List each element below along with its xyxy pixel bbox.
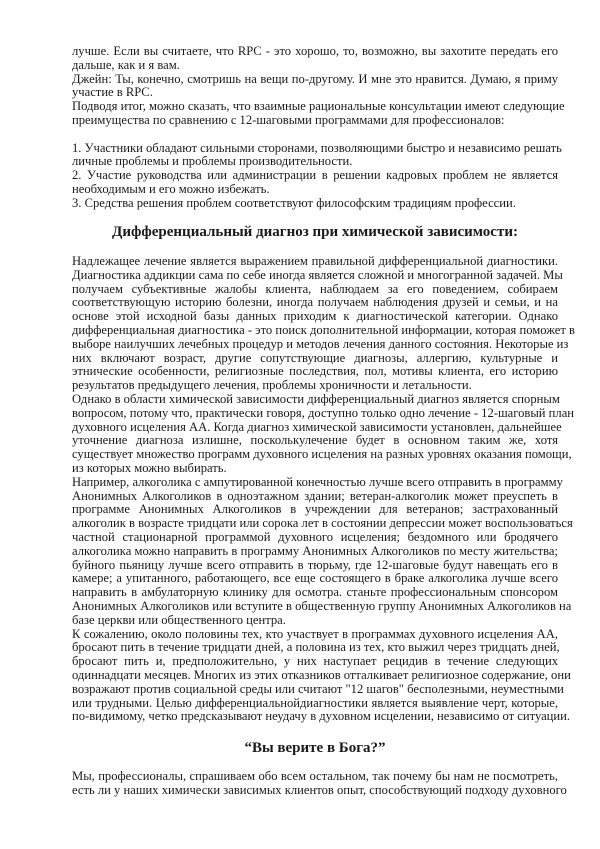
text-line: есть ли у наших химически зависимых клиентов опыт, способствующий подходу духовного: [72, 782, 567, 797]
text-line: лучше. Если вы считаете, что RPC - это хорошо, то, возможно, вы захотите передать его: [72, 44, 558, 58]
text-line: них включают возраст, другие сопутствующие диагнозы, аллергию, культурные и: [72, 350, 558, 365]
text-line: Анонимных Алкоголиков или вступите в общественную группу Анонимных Алкоголиков на: [72, 598, 572, 613]
paragraph: [72, 99, 565, 128]
paragraph: [72, 626, 571, 725]
text-line: Анонимных Алкоголиков в одноэтажном здании; ветеран-алкоголик может преуспеть в: [72, 488, 558, 503]
text-line: направить в амбулаторную клинику для осмотра. станьте профессиональным спонсором: [72, 585, 558, 600]
text-line: дифференциальная диагностика - это поиск дополнительной информации, которая поможет в: [72, 322, 575, 337]
paragraph: [72, 169, 558, 197]
text-line: бросают пить и, предположительно, у них наступает рецидив в течение следующих: [72, 654, 558, 669]
intro-text-block: [72, 44, 565, 211]
text-line: К сожалению, около половины тех, кто участвует в программах духовного исцеления АА,: [72, 626, 558, 641]
text-line: основе этой исходной базы данных приходим к диагностической категории. Однако: [72, 309, 558, 324]
text-line: программе Анонимных Алкоголиков в учреждении для ветеранов; застрахованный: [72, 502, 558, 517]
text-line: одиннадцати месяцев. Многих из этих отказников отталкивает религиозное содержание, они: [72, 667, 571, 682]
text-line: из которых можно выбирать.: [72, 460, 227, 475]
text-line: соответствующую историю болезни, иногда получаем наблюдения друзей и семьи, и на: [72, 295, 558, 310]
text-line: базе церкви или общественного центра.: [72, 612, 286, 627]
paragraph: [72, 254, 575, 393]
text-line: бросают пить в течение тридцати дней, а половина из тех, кто выжил через тридцать дней,: [72, 640, 560, 655]
text-line: этнические особенности, религиозные последствия, пол, мотивы клиента, его историю: [72, 364, 558, 379]
paragraph: [72, 391, 575, 476]
text-line: преимущества по сравнению с 12-шаговыми программами для профессионалов:: [72, 112, 505, 127]
text-line: или трудными. Целью дифференциальнойдиагностики является выявление черт, которые,: [72, 695, 558, 710]
text-line: Например, алкоголика с ампутированной конечностью лучше всего отправить в программу: [72, 474, 563, 489]
text-line: получаем субъективные жалобы клиента, наблюдаем за его поведением, собираем: [72, 281, 558, 296]
text-line: частной стационарной программой духовного исцеления; бездомного или бродячего: [72, 529, 558, 544]
differential-diagnosis-text-block: [72, 254, 575, 724]
text-line: 3. Средства решения проблем соответствуют философским традициям профессии.: [72, 195, 516, 210]
text-line: возражают против социальной среды или считают "12 шагов" бесполезными, неуместными: [72, 681, 564, 696]
paragraph: [72, 73, 558, 101]
text-line: Однако в области химической зависимости дифференциальный диагноз является спорным: [72, 391, 560, 406]
text-line: Мы, профессионалы, спрашиваем обо всем остальном, так почему бы нам не посмотреть,: [72, 769, 558, 783]
text-line: участие в RPC.: [72, 85, 153, 100]
text-line: 2. Участие руководства или администрации в решении кадровых проблем не является: [72, 168, 558, 183]
text-line: алкоголик в возрасте тридцати или сорока лет в состоянии депрессии может воспользоваться: [72, 516, 573, 531]
paragraph-spacer: [72, 128, 558, 142]
paragraph: [72, 769, 567, 798]
paragraph: [72, 474, 573, 628]
text-line: алкоголика можно направить в программу Анонимных Алкоголиков по месту жительства;: [72, 543, 558, 558]
text-line: духовного исцеления АА. Когда диагноз химической зависимости установлен, дальнейшее: [72, 419, 562, 434]
text-line: Джейн: Ты, конечно, смотришь на вещи по-другому. И мне это нравится. Думаю, я приму: [72, 71, 558, 86]
paragraph: [72, 197, 558, 211]
text-line: личные проблемы и проблемы производительности.: [72, 154, 353, 169]
text-line: буйного пьяницу лучше всего отправить в тюрьму, где 12-шаговые будут навещать его в: [72, 557, 558, 572]
text-line: Подводя итог, можно сказать, что взаимные рациональные консультации имеют следующие: [72, 99, 565, 114]
paragraph: [72, 140, 562, 170]
text-line: по-видимому, четко предсказывают неудачу в духовном исцелении, независимо от ситуации.: [72, 709, 571, 724]
section-heading-differential-diagnosis: Дифференциальный диагноз при химической зависимости:: [112, 224, 518, 240]
paragraph: [72, 45, 558, 73]
text-line: результатов предыдущего лечения, проблемы хроничности и летальности.: [72, 378, 472, 393]
text-line: 1. Участники обладают сильными сторонами, позволяющими быстро и независимо решать: [72, 140, 562, 155]
text-line: существует множество программ духовного исцеления на разных уровнях оказания помощи,: [72, 447, 572, 462]
text-line: выборе наилучших лечебных процедур и методов лечения данного состояния. Некоторые из: [72, 336, 569, 351]
text-line: Диагностика аддикции сама по себе иногда является сложной и многогранной задачей. Мы: [72, 267, 563, 282]
text-line: уточнение диагноза излишне, посколькулечение будет в основном таким же, хотя: [72, 433, 558, 448]
text-line: вопросом, потому что, практически говоря, доступно только одно лечение - 12-шаговый план: [72, 405, 575, 420]
text-line: необходимым и его можно избежать.: [72, 181, 270, 196]
section-heading-do-you-believe-in-god: “Вы верите в Бога?”: [244, 740, 386, 756]
believe-in-god-text-block: [72, 769, 567, 798]
text-line: дальше, как и я вам.: [72, 57, 180, 72]
text-line: камере; а упитанного, работающего, все еще состоящего в браке алкоголика лучше всего: [72, 571, 558, 586]
text-line: Надлежащее лечение является выражением правильной дифференциальной диагностики.: [72, 254, 558, 268]
